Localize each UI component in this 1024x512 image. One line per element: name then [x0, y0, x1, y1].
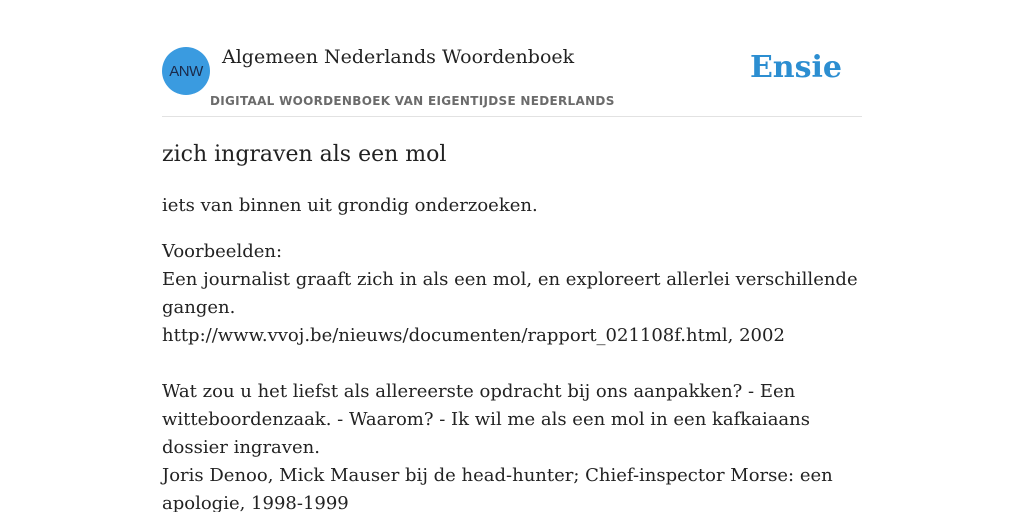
example-spacer [162, 350, 862, 378]
example-text: Een journalist graaft zich in als een mol, en exploreert allerlei verschillende gangen. [162, 269, 858, 318]
logo-text: ANW [169, 62, 203, 80]
site-title[interactable]: Algemeen Nederlands Woordenboek [222, 46, 575, 68]
site-header [162, 42, 862, 117]
example-source: http://www.vvoj.be/nieuws/documenten/rapport_021108f.html, 2002 [162, 325, 785, 346]
entry-definition: iets van binnen uit grondig onderzoeken. [162, 195, 538, 216]
site-subtitle: DIGITAAL WOORDENBOEK VAN EIGENTIJDSE NEDERLANDS [210, 94, 615, 108]
entry-term: zich ingraven als een mol [162, 142, 447, 167]
examples-label: Voorbeelden: [162, 241, 283, 262]
ensie-brand-link[interactable]: Ensie [749, 50, 842, 85]
example-text: Wat zou u het liefst als allereerste opdracht bij ons aanpakken? - Een witteboordenzaak. - Waarom? - Ik wil me als een mol in een kafkaiaans dossier ingraven. [162, 381, 810, 458]
entry-content [162, 138, 862, 512]
anw-logo[interactable] [162, 47, 210, 95]
examples-section [162, 238, 862, 512]
example-source: Joris Denoo, Mick Mauser bij de head-hunter; Chief-inspector Morse: een apologie, 1998-1999 [162, 465, 833, 512]
